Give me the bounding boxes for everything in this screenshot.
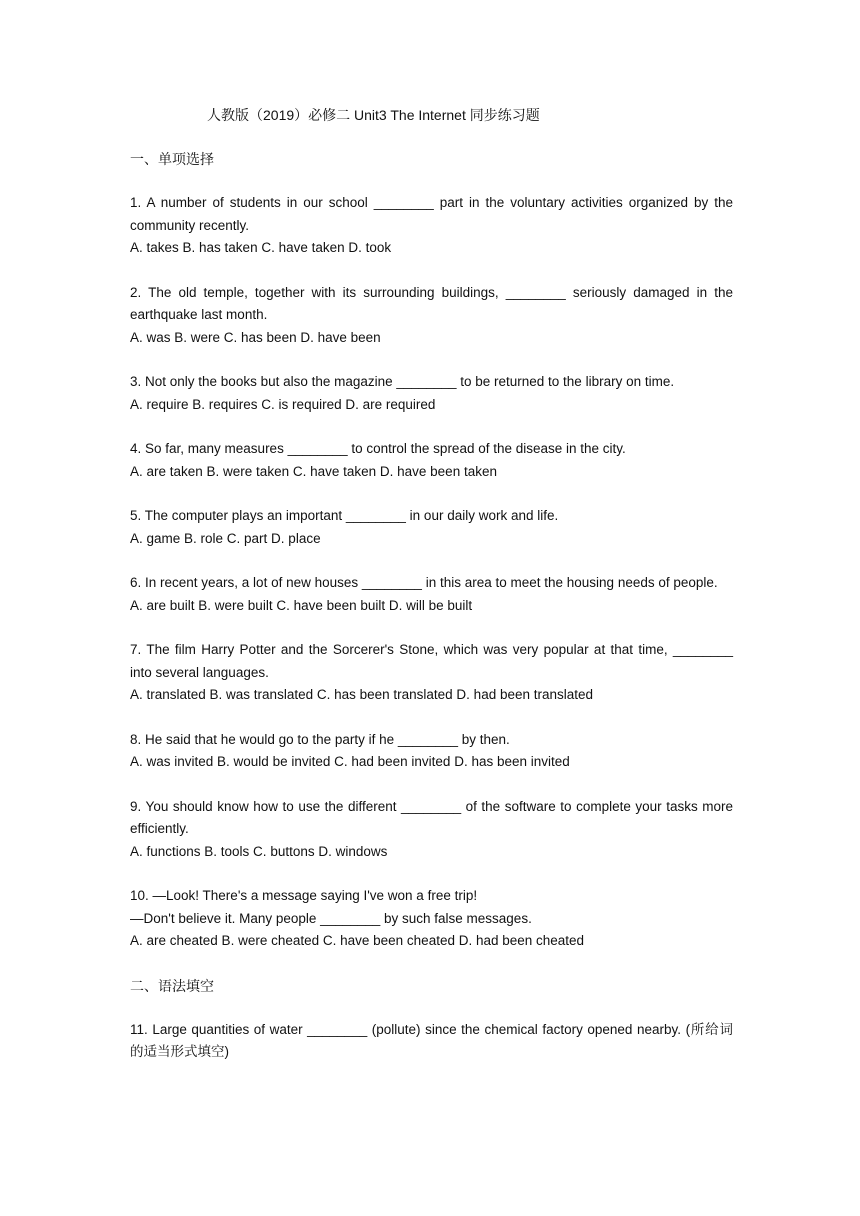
question-options: A. are built B. were built C. have been built D. will be built [130,597,473,613]
question-dialogue-line: 10. —Look! There's a message saying I've won a free trip! [130,888,478,903]
question-stem: 5. The computer plays an important ________ in our daily work and life. [130,508,559,523]
question-stem: 8. He said that he would go to the party if he ________ by then. [130,731,510,747]
question-8 [130,729,733,774]
question-options: A. takes B. has taken C. have taken D. took [130,240,392,255]
question-options: A. functions B. tools C. buttons D. windows [130,843,388,859]
document-page [130,104,733,1086]
question-stem: 2. The old temple, together with its surrounding buildings, ________ seriously damaged in the earthquake last month. [130,284,733,322]
question-stem: 3. Not only the books but also the magazine ________ to be returned to the library on time. [130,374,675,389]
question-stem: 4. So far, many measures ________ to control the spread of the disease in the city. [130,441,626,456]
question-11 [130,1019,733,1064]
question-options: A. was B. were C. has been D. have been [130,329,381,345]
question-4 [130,438,733,483]
question-9 [130,796,733,864]
question-options: A. require B. requires C. is required D. are required [130,396,436,412]
question-dialogue-line: —Don't believe it. Many people ________ by such false messages. [130,910,532,926]
section-heading-grammar-fill: 二、语法填空 [130,977,214,994]
question-7 [130,639,733,707]
question-stem: 11. Large quantities of water ________ (pollute) since the chemical factory opened nearby. (所给词的适当形式填空) [130,1021,733,1059]
question-stem: 1. A number of students in our school ________ part in the voluntary activities organized by the community recently. [130,195,733,233]
question-6 [130,572,733,617]
question-stem: 9. You should know how to use the different ________ of the software to complete your tasks more efficiently. [130,798,733,836]
question-10 [130,885,733,953]
question-5 [130,505,733,550]
question-options: A. game B. role C. part D. place [130,530,321,546]
question-2 [130,282,733,350]
document-title: 人教版（2019）必修二 Unit3 The Internet 同步练习题 [207,107,540,123]
question-options: A. was invited B. would be invited C. had been invited D. has been invited [130,754,570,769]
question-1 [130,192,733,260]
section-heading-multiple-choice: 一、单项选择 [130,151,214,167]
question-options: A. are taken B. were taken C. have taken D. have been taken [130,463,497,479]
question-options: A. translated B. was translated C. has been translated D. had been translated [130,687,594,702]
question-3 [130,371,733,416]
question-stem: 6. In recent years, a lot of new houses ________ in this area to meet the housing needs of people. [130,575,718,590]
question-options: A. are cheated B. were cheated C. have been cheated D. had been cheated [130,933,585,948]
question-stem: 7. The film Harry Potter and the Sorcerer's Stone, which was very popular at that time, ________ into several languages. [130,642,733,680]
